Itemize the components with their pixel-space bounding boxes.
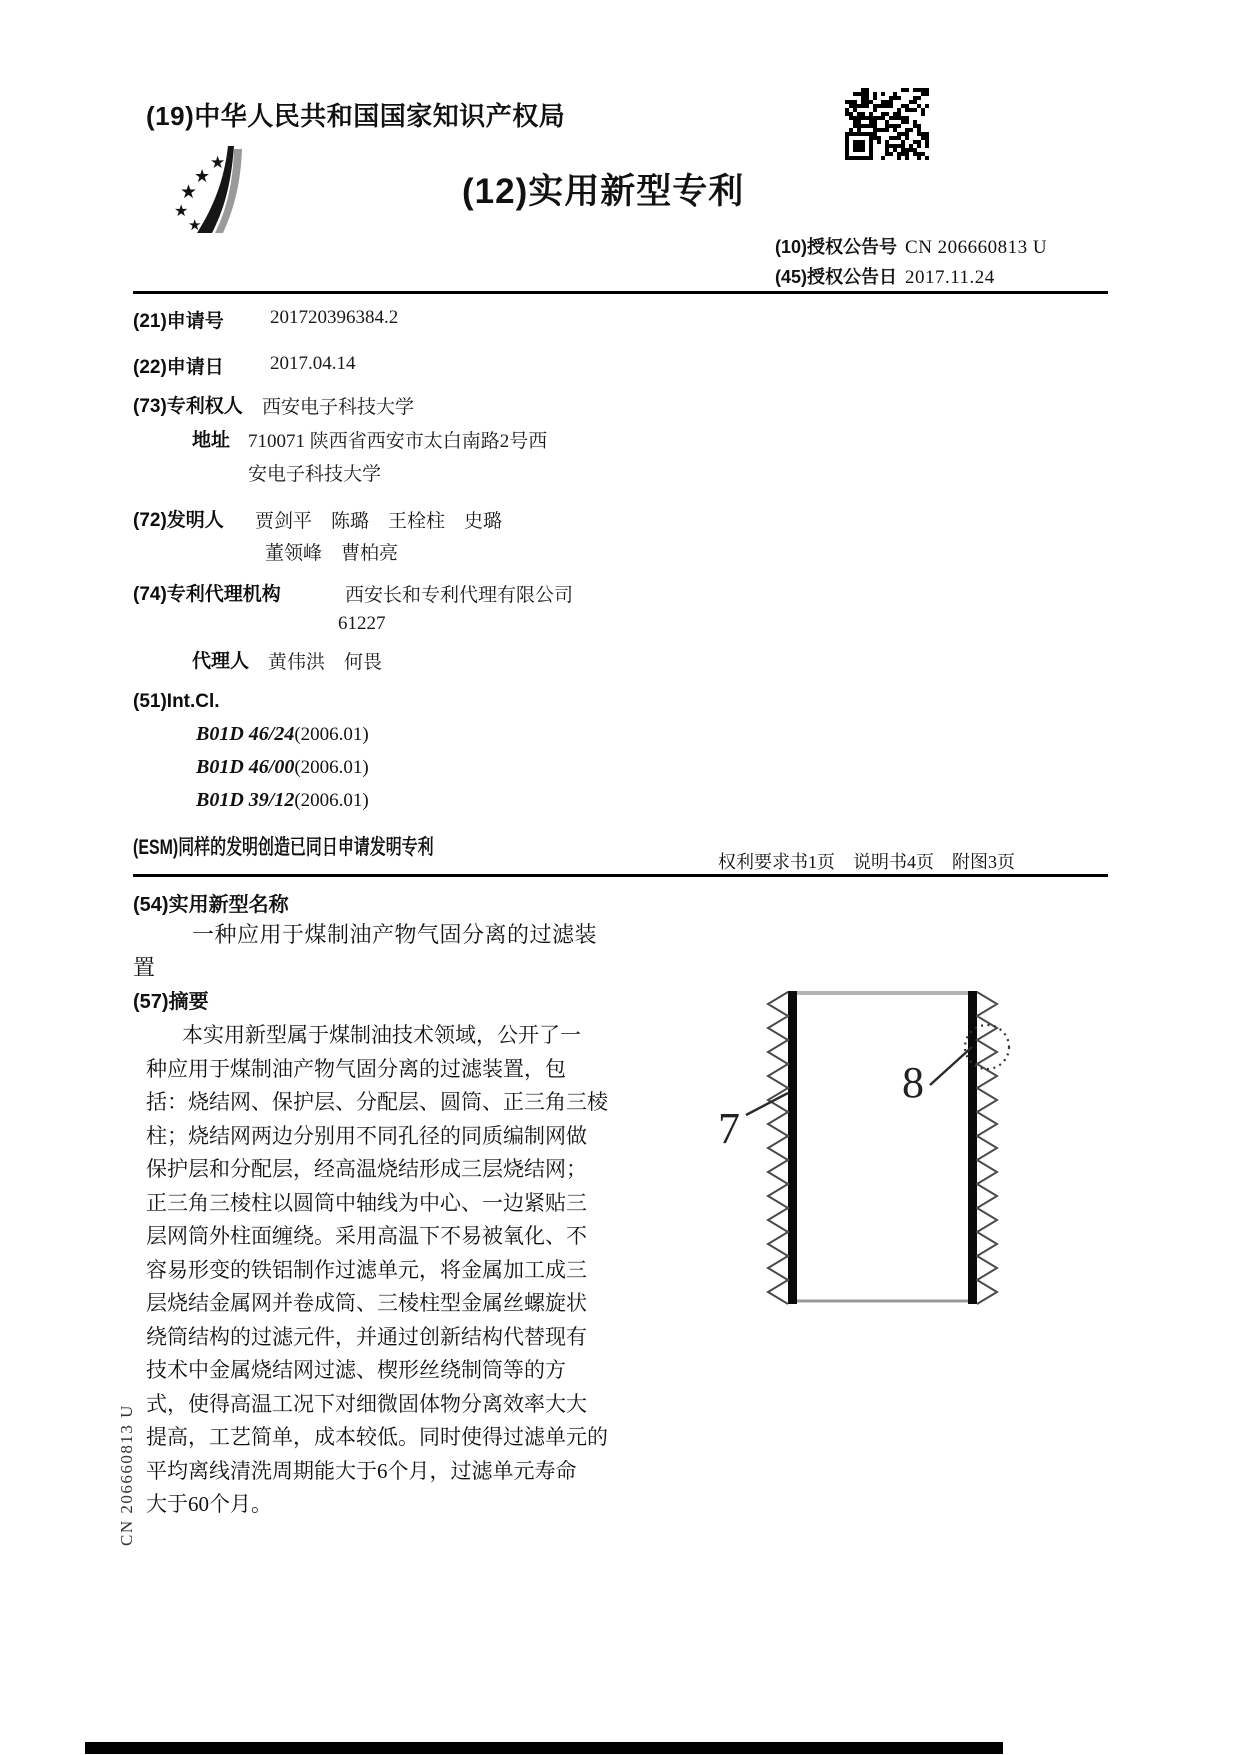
abstract-section-label: (57)摘要: [133, 991, 209, 1013]
abstract-text: [146, 1019, 616, 1522]
cnipa-logo-icon: [166, 144, 272, 241]
publication-date-row: [775, 263, 995, 289]
agency-value: 西安长和专利代理有限公司: [345, 585, 574, 606]
scan-artifact-bar: [85, 1742, 1003, 1754]
right-wall: [968, 991, 977, 1304]
qr-code: [845, 88, 929, 165]
abstract-line: 括：烧结网、保护层、分配层、圆筒、正三角三棱: [146, 1090, 608, 1114]
ipc-code: B01D 46/24: [196, 723, 295, 745]
left-zigzag: [768, 992, 788, 1304]
ipc-version: (2006.01): [294, 757, 369, 778]
agency-code: 61227: [338, 613, 386, 634]
abstract-line: 柱；烧结网两边分别用不同孔径的同质编制网做: [146, 1123, 587, 1148]
abstract-line: 提高，工艺简单，成本较低。同时使得过滤单元的: [146, 1425, 608, 1449]
leader-line-8: [930, 1047, 972, 1085]
section-divider: [133, 874, 1108, 877]
ipc-version: (2006.01): [294, 790, 369, 811]
app-date-label: (22)申请日: [133, 357, 224, 378]
pub-no-value: CN 206660813 U: [905, 237, 1048, 258]
ipc-label: (51)Int.Cl.: [133, 691, 220, 712]
app-date-value: 2017.04.14: [270, 353, 356, 374]
pages-info: 权利要求书1页 说明书4页 附图3页: [718, 852, 1015, 872]
side-publication-code: CN 206660813 U: [117, 1404, 136, 1546]
ipc-code: B01D 46/00: [196, 756, 295, 778]
svg-text:★: ★: [210, 153, 226, 172]
inventors-line2: 董领峰 曹柏亮: [265, 543, 399, 564]
esm-note: (ESM)同样的发明创造已同日申请发明专利: [133, 836, 434, 859]
abstract-line: 层烧结金属网并卷成筒、三棱柱型金属丝螺旋状: [146, 1291, 587, 1315]
svg-text:★: ★: [188, 218, 202, 234]
invention-title-line1: 一种应用于煤制油产物气固分离的过滤装: [192, 922, 598, 947]
svg-text:★: ★: [194, 166, 211, 186]
ipc-entry: [196, 756, 369, 779]
abstract-line: 绕筒结构的过滤元件，并通过创新结构代替现有: [146, 1324, 587, 1349]
ipc-version: (2006.01): [294, 724, 369, 745]
inventors-label: (72)发明人: [133, 510, 224, 531]
abstract-line: 种应用于煤制油产物气固分离的过滤装置，包: [146, 1056, 566, 1081]
address-label: 地址: [192, 430, 231, 451]
header-divider: [133, 291, 1108, 294]
agent-label: 代理人: [192, 651, 250, 672]
figure-ref-7: 7: [718, 1104, 740, 1153]
agency-label: (74)专利代理机构: [133, 584, 281, 605]
pub-date-label: (45)授权公告日: [775, 267, 898, 287]
patentee-label: (73)专利权人: [133, 396, 243, 417]
address-line1: 710071 陕西省西安市太白南路2号西: [248, 431, 548, 452]
abstract-line: 大于60个月。: [146, 1492, 272, 1516]
invention-title-line2: 置: [133, 955, 156, 980]
svg-text:★: ★: [180, 182, 198, 203]
figure-ref-8: 8: [902, 1058, 924, 1107]
app-no-value: 201720396384.2: [270, 307, 399, 328]
leader-line-7: [746, 1093, 788, 1115]
abstract-line: 容易形变的铁铝制作过滤单元，将金属加工成三: [146, 1257, 587, 1282]
abstract-line: 技术中金属烧结网过滤、楔形丝绕制筒等的方: [146, 1358, 566, 1382]
figure-drawing: [700, 985, 1030, 1320]
patentee-value: 西安电子科技大学: [262, 397, 415, 418]
inventors-line1: 贾剑平 陈璐 王栓柱 史璐: [255, 511, 503, 532]
left-wall: [788, 991, 797, 1304]
title-section-label: (54)实用新型名称: [133, 894, 289, 916]
ipc-entry: [196, 789, 369, 812]
address-line2: 安电子科技大学: [248, 464, 382, 485]
right-zigzag: [977, 992, 997, 1304]
patent-office-title: (19)中华人民共和国国家知识产权局: [146, 101, 566, 131]
abstract-line: 保护层和分配层，经高温烧结形成三层烧结网；: [146, 1157, 587, 1181]
publication-number-row: [775, 233, 1047, 259]
abstract-line: 层网筒外柱面缠绕。采用高温下不易被氧化、不: [146, 1224, 587, 1248]
abstract-line: 式，使得高温工况下对细微固体物分离效率大大: [146, 1391, 587, 1416]
qr-code-svg: [845, 88, 929, 160]
agent-names: 黄伟洪 何畏: [268, 652, 383, 673]
document-type-title: (12)实用新型专利: [462, 172, 745, 211]
pub-no-label: (10)授权公告号: [775, 237, 898, 257]
svg-text:★: ★: [174, 203, 189, 220]
ipc-entry: [196, 723, 369, 746]
abstract-line: 正三角三棱柱以圆筒中轴线为中心、一边紧贴三: [146, 1190, 587, 1215]
pub-date-value: 2017.11.24: [905, 267, 995, 288]
abstract-line: 平均离线清洗周期能大于6个月，过滤单元寿命: [146, 1458, 577, 1483]
ipc-code: B01D 39/12: [196, 789, 295, 811]
abstract-line: 本实用新型属于煤制油技术领域，公开了一: [182, 1023, 581, 1047]
app-no-label: (21)申请号: [133, 311, 224, 332]
